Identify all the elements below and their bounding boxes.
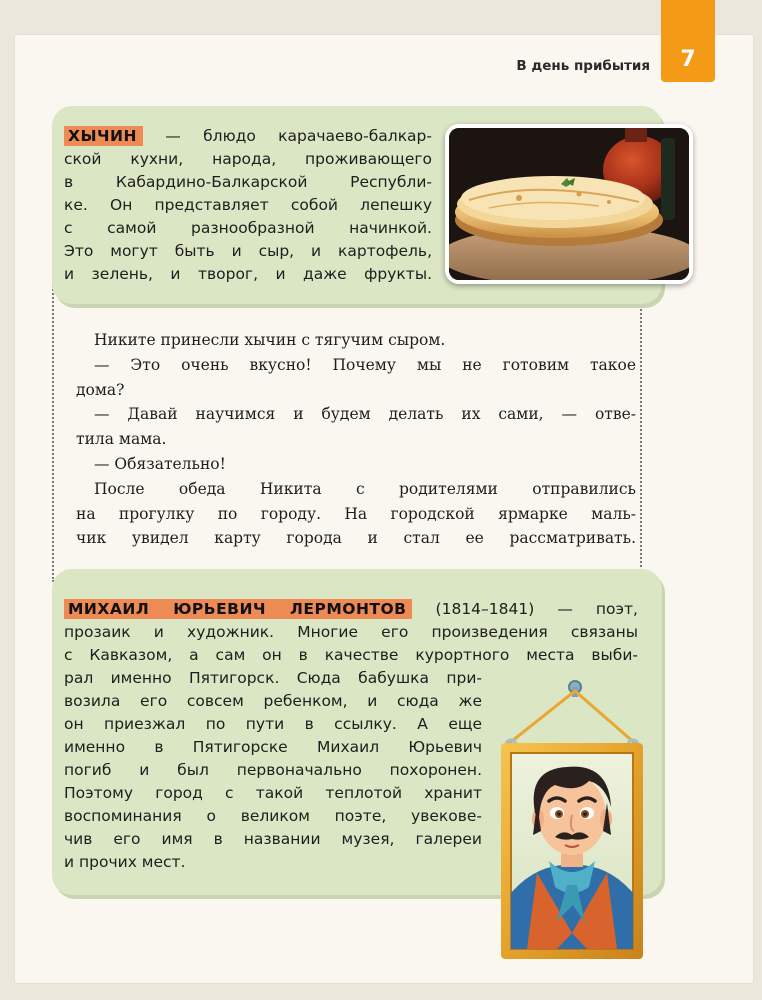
story-text: [76, 328, 636, 551]
story-line-8: на прогулку по городу. На городской ярмарке маль-: [76, 504, 636, 523]
story-line-1: Никите принесли хычин с тягучим сыром.: [94, 331, 446, 349]
khychin-text: [64, 125, 432, 286]
story-line-7: После обеда Никита с родителями отправились: [94, 479, 636, 498]
lermontov-line-7: именно в Пятигорске Михаил Юрьевич: [64, 738, 482, 756]
lermontov-portrait: [497, 673, 647, 963]
lermontov-line-1: МИХАИЛ ЮРЬЕВИЧ ЛЕРМОНТОВ (1814–1841) — поэт,: [64, 598, 638, 621]
khychin-line-1: ХЫЧИН — блюдо карачаево-балкар-: [64, 125, 432, 148]
khychin-line-7: и зелень, и творог, и даже фрукты.: [64, 265, 432, 283]
khychin-line-4: ке. Он представляет собой лепешку: [64, 196, 432, 214]
khychin-line-5: с самой разнообразной начинкой.: [64, 219, 432, 237]
lermontov-line-9: Поэтому город с такой теплотой хранит: [64, 784, 482, 802]
story-line-4: — Давай научимся и будем делать их сами, — отве-: [94, 405, 636, 424]
story-line-3: дома?: [76, 380, 125, 399]
story-line-6: — Обязательно!: [94, 454, 226, 473]
lermontov-term: МИХАИЛ ЮРЬЕВИЧ ЛЕРМОНТОВ: [64, 599, 412, 619]
lermontov-text-narrow: [64, 667, 482, 874]
running-head: В день прибытия: [516, 58, 650, 74]
khychin-photo: [445, 124, 693, 284]
lermontov-line-5: возила его совсем ребенком, и сюда же: [64, 692, 482, 710]
khychin-term: ХЫЧИН: [64, 126, 143, 146]
story-line-5: тила мама.: [76, 430, 167, 449]
page-number-tab: [661, 0, 715, 82]
lermontov-text-wide: [64, 598, 638, 667]
lermontov-line-6: он приезжал по пути в ссылку. А еще: [64, 715, 482, 733]
lermontov-line-2: прозаик и художник. Многие его произведения связаны: [64, 623, 638, 641]
lermontov-line-11: чив его имя в названии музея, галереи: [64, 830, 482, 848]
story-line-2: — Это очень вкусно! Почему мы не готовим такое: [94, 355, 636, 374]
lermontov-line-12: и прочих мест.: [64, 853, 186, 871]
lermontov-line-4: рал именно Пятигорск. Сюда бабушка при-: [64, 669, 482, 687]
lermontov-line-3: с Кавказом, а сам он в качестве курортного места выби-: [64, 646, 638, 664]
page-number: 7: [680, 47, 696, 72]
khychin-photo-image: [449, 128, 689, 280]
khychin-line-3: в Кабардино-Балкарской Республи-: [64, 173, 432, 191]
lermontov-line-10: воспоминания о великом поэте, увекове-: [64, 807, 482, 825]
lermontov-portrait-image: [497, 673, 647, 963]
khychin-line-2: ской кухни, народа, проживающего: [64, 150, 432, 168]
khychin-line-6: Это могут быть и сыр, и картофель,: [64, 242, 432, 260]
lermontov-line-8: погиб и был первоначально похоронен.: [64, 761, 482, 779]
story-line-9: чик увидел карту города и стал ее рассматривать.: [76, 529, 636, 548]
